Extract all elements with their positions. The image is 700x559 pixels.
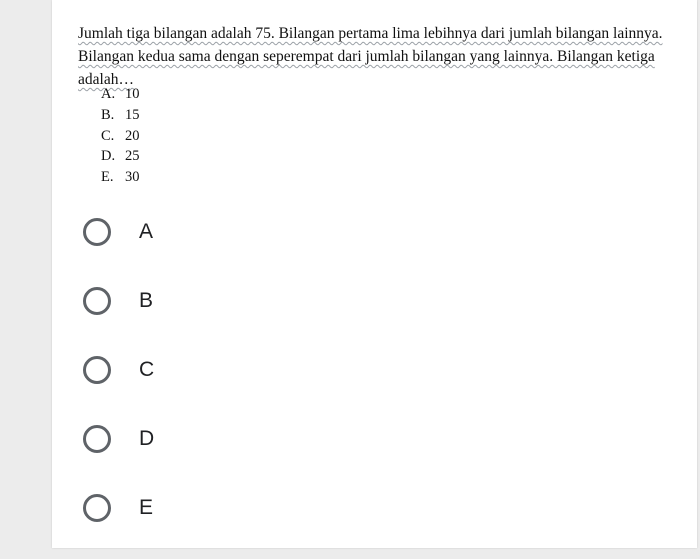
choice-d: D. 25	[101, 148, 140, 165]
radio-button-b[interactable]	[83, 287, 111, 315]
choice-e: E. 30	[101, 169, 140, 186]
option-label-b: B	[139, 289, 154, 312]
option-c[interactable]	[83, 352, 154, 388]
option-b[interactable]	[83, 283, 154, 319]
radio-button-a[interactable]	[83, 218, 111, 246]
answer-choices-list	[101, 84, 140, 188]
radio-button-d[interactable]	[83, 425, 111, 453]
question-text	[78, 22, 668, 91]
question-body: Jumlah tiga bilangan adalah 75. Bilangan pertama lima lebihnya dari jumlah bilangan lainnya. Bilangan kedua sama dengan seperempat dari jumlah bilangan yang lainnya. Bilangan ketiga adalah…	[78, 25, 663, 88]
choice-a: A. 10	[101, 86, 140, 102]
choice-c: C. 20	[101, 127, 140, 144]
option-e[interactable]	[83, 490, 154, 526]
choice-b: B. 15	[101, 106, 140, 123]
option-a[interactable]	[83, 214, 154, 250]
option-label-e: E	[139, 496, 154, 519]
option-label-d: D	[139, 427, 155, 450]
radio-options	[83, 214, 154, 559]
radio-button-c[interactable]	[83, 356, 111, 384]
radio-button-e[interactable]	[83, 494, 111, 522]
option-d[interactable]	[83, 421, 154, 457]
option-label-c: C	[139, 358, 155, 381]
option-label-a: A	[139, 220, 154, 243]
